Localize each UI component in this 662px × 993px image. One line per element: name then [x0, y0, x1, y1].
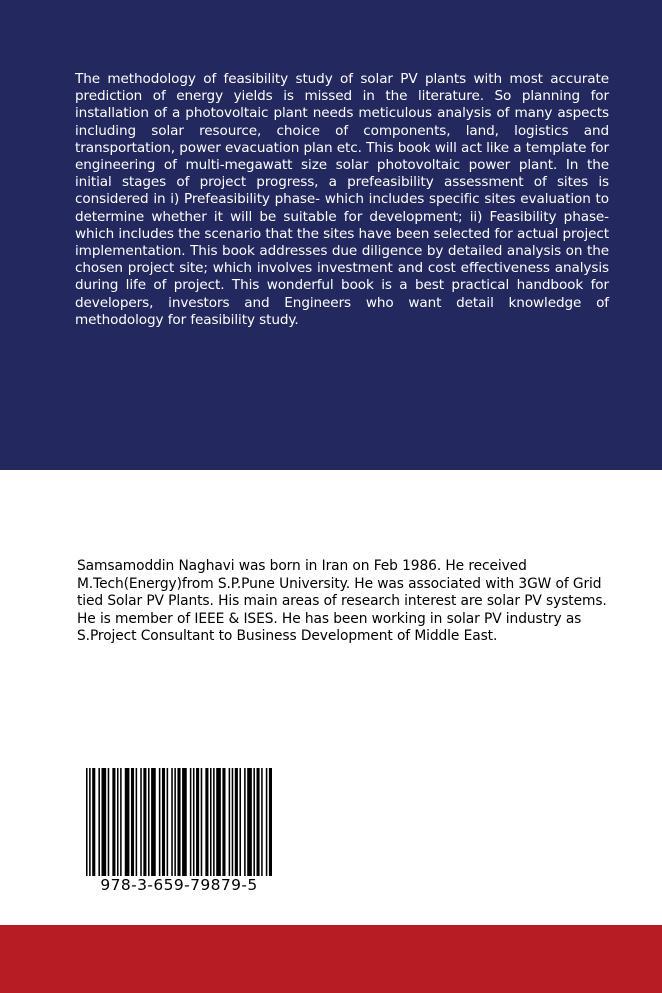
- barcode-bar: [196, 768, 199, 876]
- isbn-barcode: [86, 768, 272, 876]
- barcode-bar: [269, 768, 272, 876]
- barcode-bar: [216, 768, 221, 876]
- barcode-bar: [244, 768, 246, 876]
- barcode-bar: [235, 768, 238, 876]
- barcode-bar: [136, 768, 138, 876]
- barcode-bar: [261, 768, 263, 876]
- barcode-bar: [143, 768, 146, 876]
- barcode-bar: [112, 768, 115, 876]
- barcode-bar: [140, 768, 142, 876]
- barcode-bar: [266, 768, 268, 876]
- barcode-bar: [98, 768, 100, 876]
- barcode-bar: [151, 768, 156, 876]
- book-description: The methodology of feasibility study of solar PV plants with most accurate prediction of energy yields is missed in the literature. So planning for installation of a photovoltaic plant needs meticulous analysis of many aspects including solar resource, choice of components, land, logistics and transportation, power evacuation plan etc. This book will act like a template for engineering of multi-megawatt size solar photovoltaic power plant. In the initial stages of project progress, a prefeasibility assessment of sites is considered in i) Prefeasibility phase- which includes specific sites evaluation to determine whether it will be suitable for development; ii) Feasibility phase- which includes the scenario that the sites have been selected for actual project implementation. This book addresses due diligence by detailed analysis on the chosen project site; which involves investment and cost effectiveness analysis during life of project. This wonderful book is a best practical handbook for developers, investors and Engineers who want detail knowledge of methodology for feasibility study.: [75, 71, 609, 328]
- bottom-color-band: [0, 925, 662, 993]
- barcode-bar: [86, 768, 88, 876]
- back-cover-blurb-panel: [0, 0, 662, 470]
- barcode-bar: [117, 768, 119, 876]
- barcode-bar: [213, 768, 215, 876]
- barcode-bar: [92, 768, 95, 876]
- barcode-bar: [148, 768, 150, 876]
- barcode-bar: [210, 768, 212, 876]
- barcode-bar: [182, 768, 187, 876]
- barcode-bar: [239, 768, 241, 876]
- barcode-bar: [222, 768, 225, 876]
- barcode-bar: [232, 768, 234, 876]
- barcode-bar: [89, 768, 91, 876]
- barcode-bar: [174, 768, 176, 876]
- author-biography: Samsamoddin Naghavi was born in Iran on Feb 1986. He received M.Tech(Energy)from S.P.Pune University. He was associated with 3GW of Grid tied Solar PV Plants. His main areas of research interest are solar PV systems. He is member of IEEE & ISES. He has been working in solar PV industry as S.Project Consultant to Business Development of Middle East.: [77, 558, 607, 645]
- barcode-bar: [229, 768, 231, 876]
- barcode-bar: [247, 768, 252, 876]
- barcode-bar: [177, 768, 180, 876]
- barcode-bar: [167, 768, 169, 876]
- barcode-bar: [190, 768, 192, 876]
- barcode-bar: [201, 768, 203, 876]
- barcode-bar: [257, 768, 260, 876]
- barcode-label: [77, 760, 281, 904]
- barcode-bar: [171, 768, 173, 876]
- barcode-bar: [159, 768, 161, 876]
- barcode-bar: [205, 768, 208, 876]
- barcode-bar: [108, 768, 110, 876]
- barcode-bar: [193, 768, 195, 876]
- barcode-bar: [102, 768, 107, 876]
- barcode-bar: [253, 768, 255, 876]
- barcode-bar: [120, 768, 122, 876]
- barcode-bar: [131, 768, 134, 876]
- isbn-number: 978-3-659-79879-5: [100, 876, 258, 894]
- barcode-bar: [125, 768, 130, 876]
- barcode-bar: [162, 768, 165, 876]
